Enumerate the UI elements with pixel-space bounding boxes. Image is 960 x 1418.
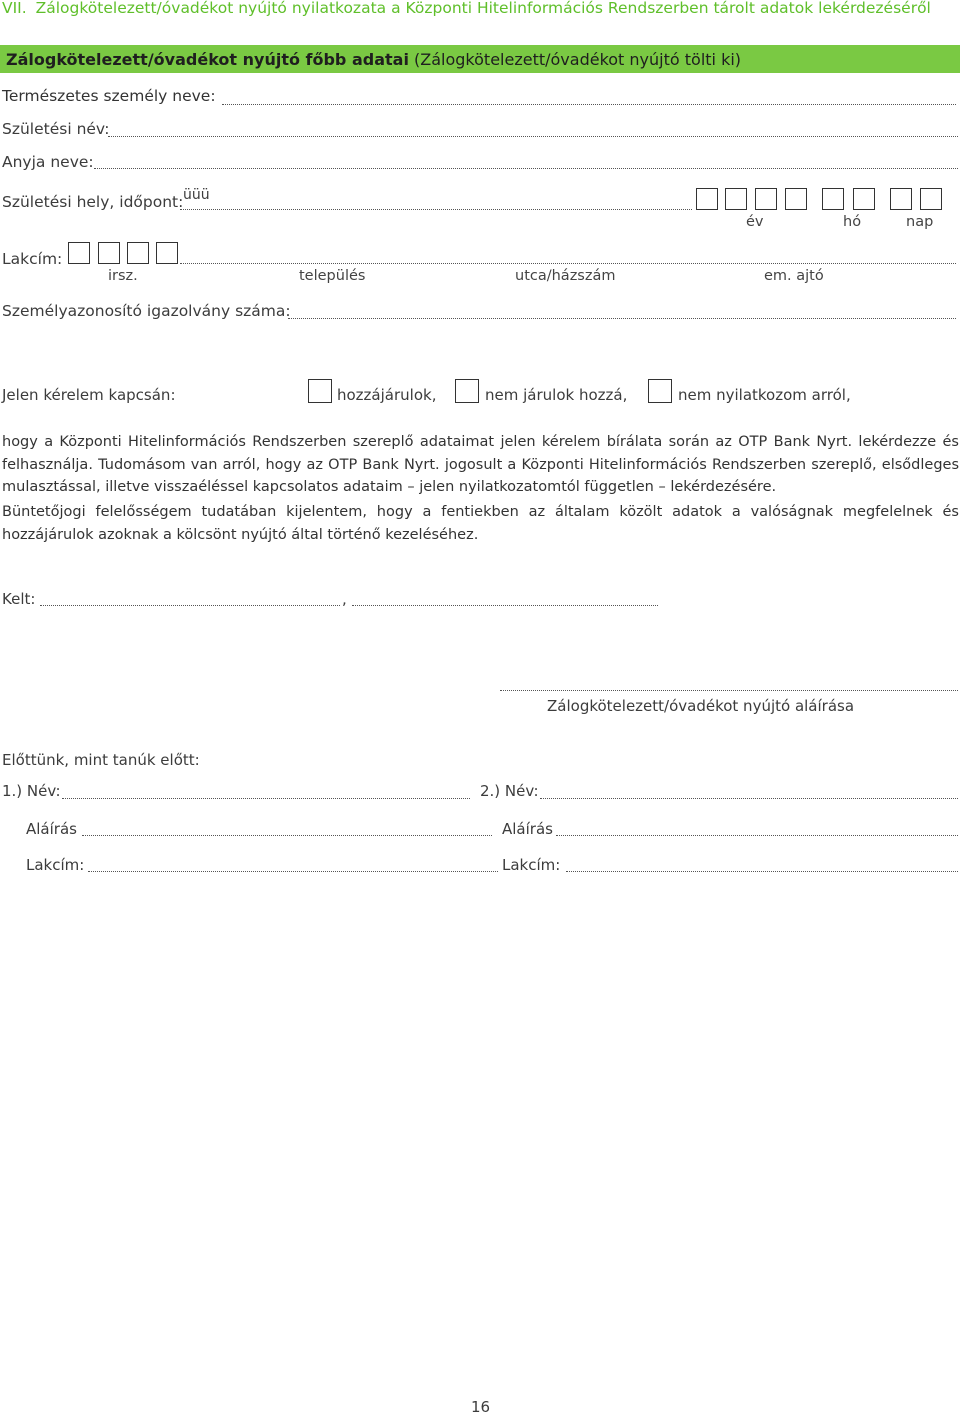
zip-digit-2[interactable]	[98, 242, 120, 264]
signature-label: Zálogkötelezett/óvadékot nyújtó aláírása	[547, 697, 855, 715]
id-card-label: Személyazonosító igazolvány száma:	[2, 302, 291, 320]
date-month-label: hó	[843, 214, 862, 230]
dated-place-field[interactable]	[40, 605, 340, 606]
address-field[interactable]	[180, 263, 956, 264]
witness2-name-field[interactable]	[540, 798, 958, 799]
date-day-label: nap	[906, 214, 934, 230]
natural-person-field[interactable]	[222, 104, 956, 105]
witness2-signature-field[interactable]	[556, 835, 958, 836]
disagree-label: nem járulok hozzá,	[485, 386, 628, 404]
consent-intro: Jelen kérelem kapcsán:	[2, 386, 176, 404]
zip-digit-1[interactable]	[68, 242, 90, 264]
birth-year-digit-1[interactable]	[696, 188, 718, 210]
birth-month-digit-1[interactable]	[822, 188, 844, 210]
birth-day-digit-1[interactable]	[890, 188, 912, 210]
zip-digit-4[interactable]	[156, 242, 178, 264]
page-number: 16	[471, 1398, 491, 1416]
banner-text	[6, 50, 741, 69]
section-title	[2, 0, 931, 17]
agree-label: hozzájárulok,	[337, 386, 437, 404]
witness2-name-label: 2.) Név:	[480, 782, 539, 800]
witness2-signature-label: Aláírás	[502, 820, 553, 838]
birth-year-digit-4[interactable]	[785, 188, 807, 210]
declaration-paragraph: Büntetőjogi felelősségem tudatában kijelentem, hogy a fentiekben az általam közölt adatok a valóságnak megfelelnek és hozzájárulok azoknak a kölcsönt nyújtó által történő kezeléséhez.	[2, 504, 959, 543]
dated-separator: ,	[342, 590, 347, 608]
birth-place-value: üüü	[183, 187, 210, 203]
birth-year-digit-2[interactable]	[725, 188, 747, 210]
address-floor-label: em. ajtó	[764, 268, 824, 284]
witness1-address-label: Lakcím:	[26, 856, 85, 874]
banner-bold-label: Zálogkötelezett/óvadékot nyújtó főbb adatai	[6, 50, 409, 69]
section-title-text: Zálogkötelezett/óvadékot nyújtó nyilatkozata a Központi Hitelinformációs Rendszerben tárolt adatok lekérdezéséről	[35, 0, 931, 17]
section-number: VII.	[2, 0, 27, 17]
zip-digit-3[interactable]	[127, 242, 149, 264]
address-label: Lakcím:	[2, 250, 63, 268]
consent-paragraph: hogy a Központi Hitelinformációs Rendszerben szereplő adataimat jelen kérelem bírálata során az OTP Bank Nyrt. lekérdezze és felhasználja. Tudomásom van arról, hogy az OTP Bank Nyrt. jogosult a Központi Hitelinformációs Rendszerben szereplő, elsődleges mulasztással, illetve visszaéléssel kapcsolatos adataim – jelen nyilatkozatomtól független – lekérdezésére.	[2, 434, 959, 495]
mother-name-field[interactable]	[94, 168, 958, 169]
no-statement-label: nem nyilatkozom arról,	[678, 386, 851, 404]
agree-checkbox[interactable]	[308, 379, 332, 403]
birth-name-label: Születési név:	[2, 120, 110, 138]
natural-person-label: Természetes személy neve:	[2, 87, 216, 105]
id-card-field[interactable]	[288, 318, 956, 319]
witness2-address-field[interactable]	[566, 871, 958, 872]
banner-note: (Zálogkötelezett/óvadékot nyújtó tölti ki)	[414, 50, 742, 69]
witness2-address-label: Lakcím:	[502, 856, 561, 874]
disagree-checkbox[interactable]	[455, 379, 479, 403]
birth-place-date-label: Születési hely, időpont:	[2, 193, 184, 211]
date-year-label: év	[746, 214, 764, 230]
birth-name-field[interactable]	[108, 136, 958, 137]
mother-name-label: Anyja neve:	[2, 153, 94, 171]
birth-year-digit-3[interactable]	[755, 188, 777, 210]
birth-day-digit-2[interactable]	[920, 188, 942, 210]
witness1-signature-field[interactable]	[82, 835, 492, 836]
address-city-label: település	[299, 268, 366, 284]
birth-month-digit-2[interactable]	[853, 188, 875, 210]
address-street-label: utca/házszám	[515, 268, 616, 284]
dated-label: Kelt:	[2, 590, 36, 608]
address-zip-label: irsz.	[108, 268, 138, 284]
no-statement-checkbox[interactable]	[648, 379, 672, 403]
signature-field[interactable]	[500, 690, 958, 691]
birth-place-field[interactable]	[180, 209, 692, 210]
dated-date-field[interactable]	[352, 605, 658, 606]
witness1-signature-label: Aláírás	[26, 820, 77, 838]
witness1-address-field[interactable]	[88, 871, 498, 872]
witness1-name-field[interactable]	[62, 798, 470, 799]
witnesses-intro: Előttünk, mint tanúk előtt:	[2, 751, 200, 769]
witness1-name-label: 1.) Név:	[2, 782, 61, 800]
